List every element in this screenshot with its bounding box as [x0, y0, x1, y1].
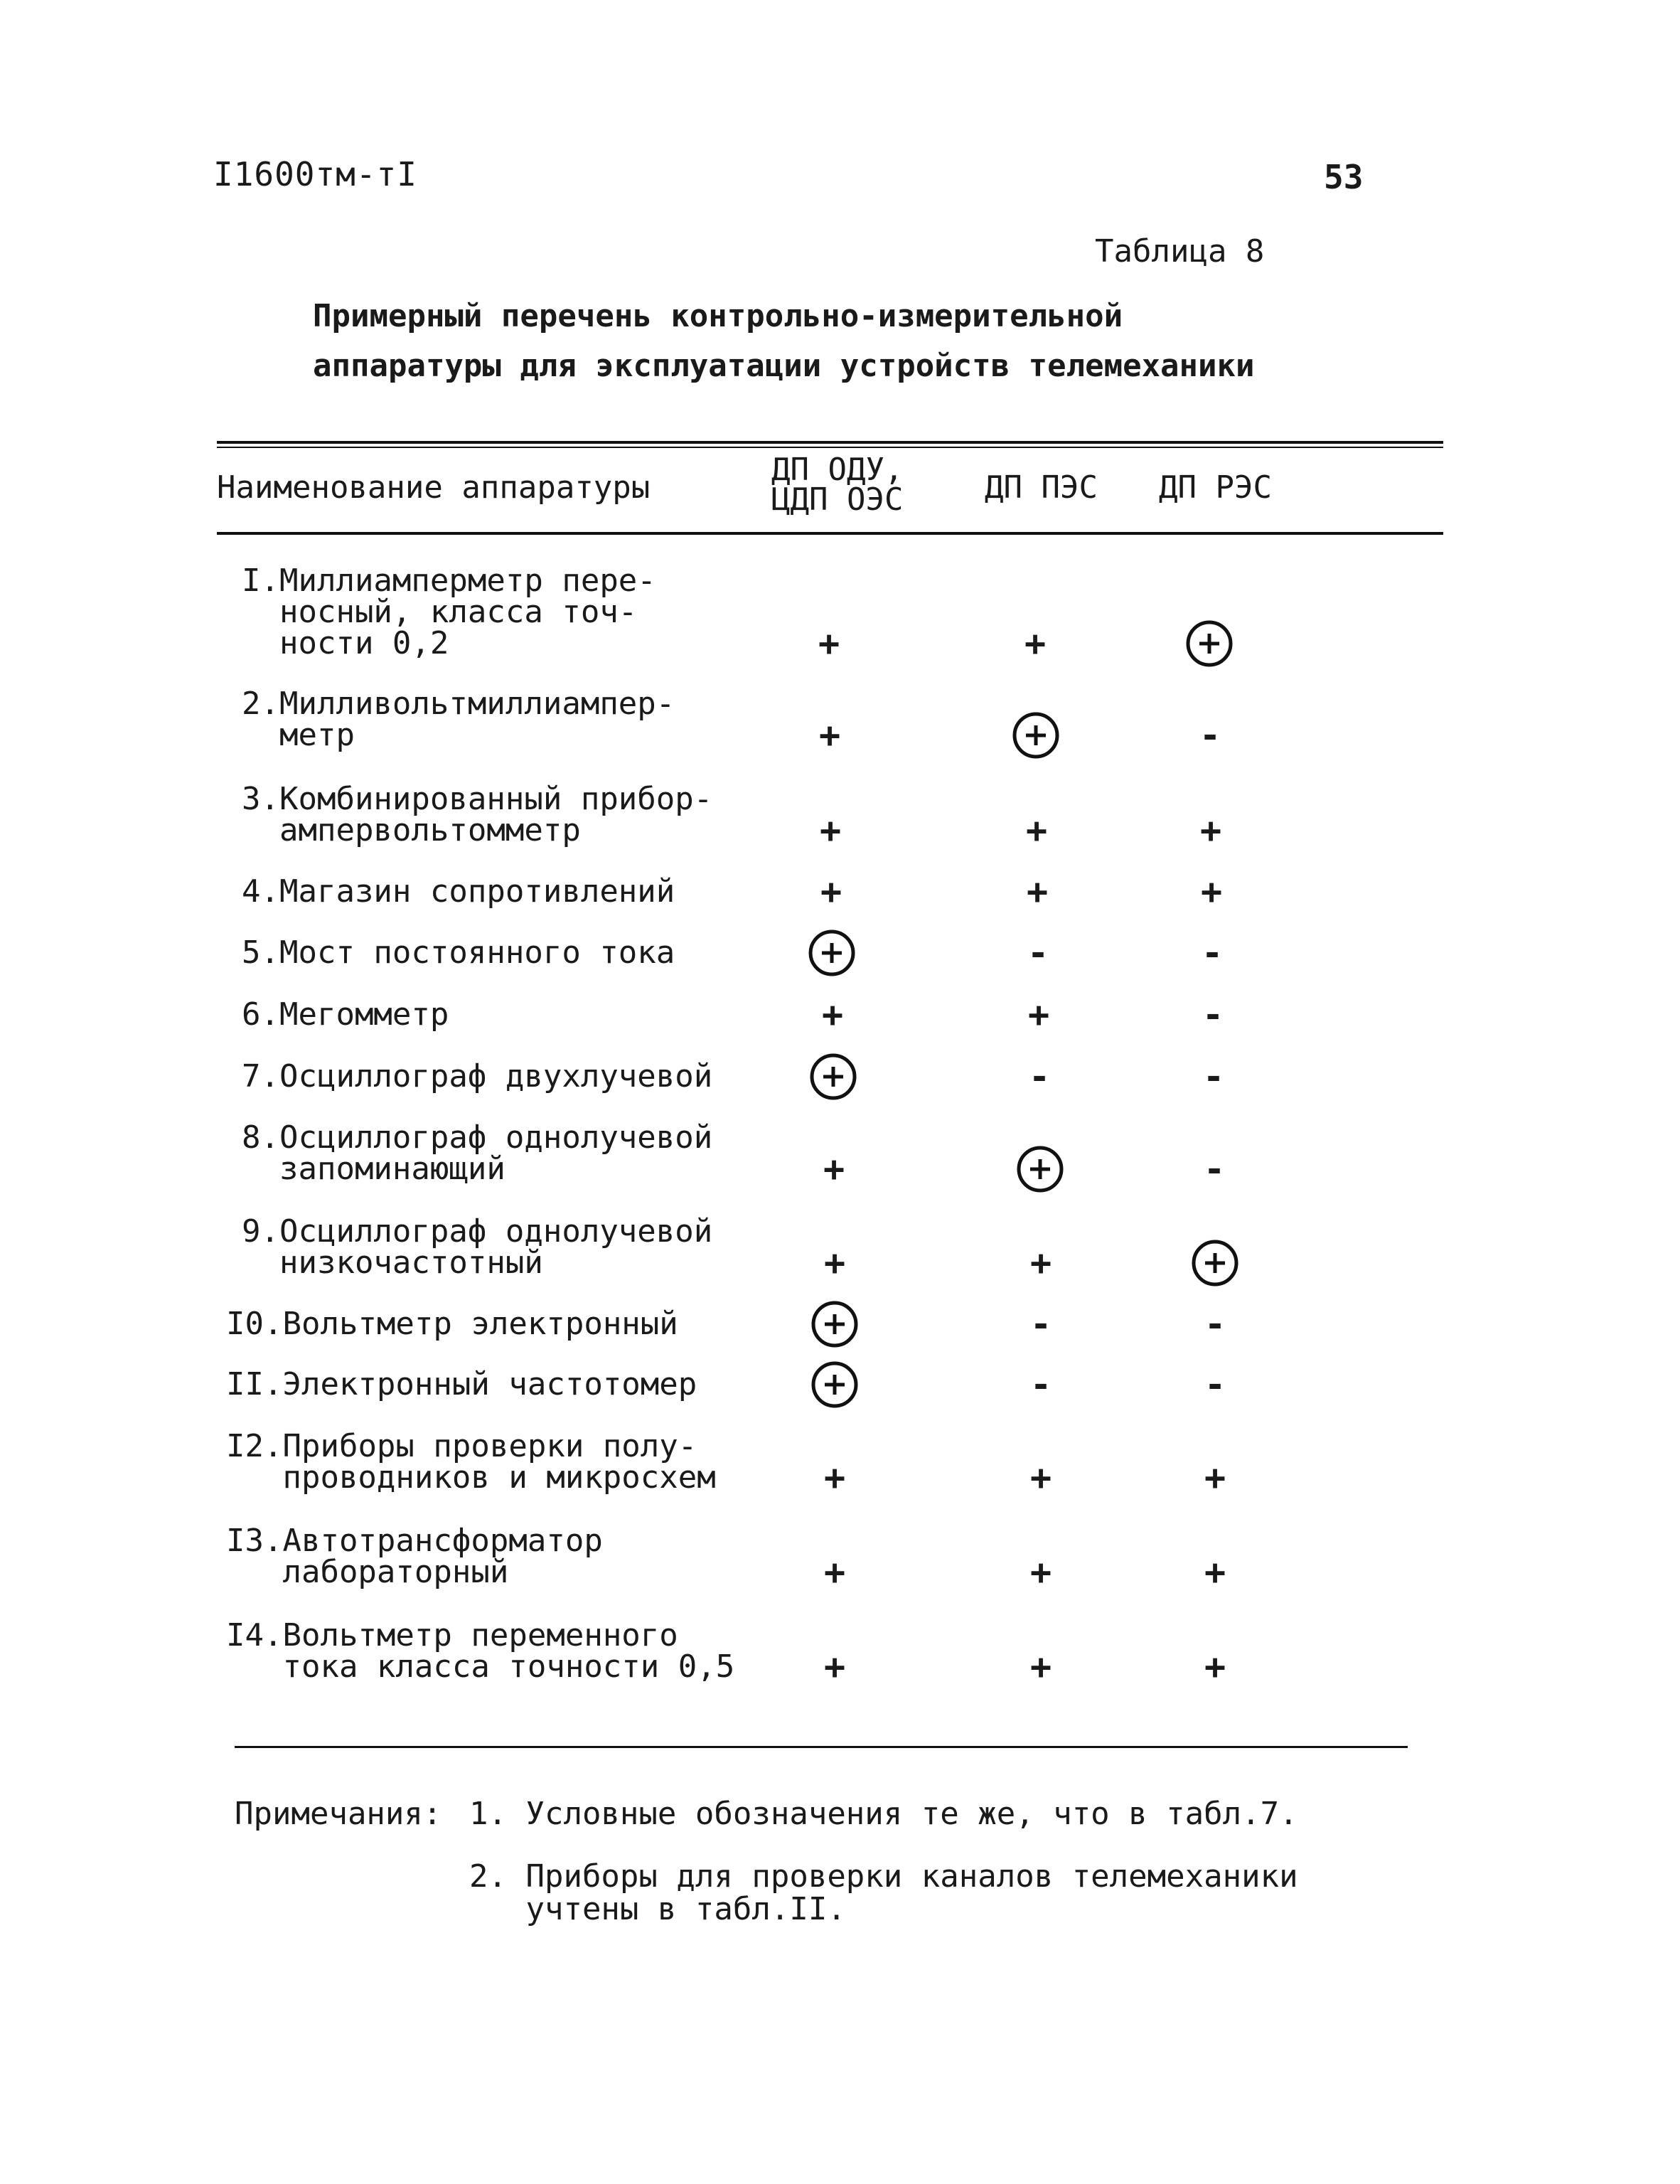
- plus-mark: +: [1204, 1646, 1226, 1688]
- plus-mark: +: [1204, 1457, 1226, 1498]
- notes-label: Примечания:: [235, 1796, 442, 1832]
- table-header-rule: [217, 532, 1443, 535]
- table-row: [226, 1617, 735, 1685]
- dash-mark: -: [1027, 932, 1049, 974]
- plus-mark: +: [1199, 810, 1222, 851]
- page-number: 53: [1324, 158, 1364, 196]
- table-row: [226, 1366, 697, 1402]
- plus-mark: +: [823, 1149, 845, 1190]
- table-row-number: 4.: [242, 873, 279, 910]
- table-row-name: Осциллограф однолучевой низкочастотный: [279, 1213, 713, 1281]
- document-code: I1600тм-тI: [213, 155, 417, 193]
- table-row: [242, 873, 675, 910]
- table-row: [242, 565, 656, 659]
- plus-mark: +: [1029, 1552, 1052, 1593]
- dash-mark: -: [1029, 1364, 1052, 1405]
- table-row-number: 8.: [242, 1119, 279, 1156]
- table-row-number: I4.: [226, 1617, 283, 1653]
- table-row-number: 6.: [242, 996, 279, 1033]
- table-row: [242, 934, 675, 971]
- plus-mark: +: [1025, 810, 1048, 851]
- table-row-number: 5.: [242, 934, 279, 971]
- column-header-dp-pes: ДП ПЭС: [985, 469, 1098, 506]
- table-label: Таблица 8: [1095, 233, 1265, 270]
- plus-mark: +: [1204, 1552, 1226, 1593]
- circled-plus-icon: [1015, 1144, 1066, 1195]
- table-row-number: 3.: [242, 781, 279, 817]
- circled-plus-icon: [809, 1299, 860, 1350]
- table-row: [242, 996, 449, 1033]
- table-row: [226, 1525, 603, 1588]
- table-row: [242, 1119, 713, 1187]
- plus-mark: +: [818, 623, 840, 664]
- plus-mark: +: [823, 1552, 846, 1593]
- table-row-number: 9.: [242, 1213, 279, 1250]
- note-2: 2. Приборы для проверки каналов телемеханики учтены в табл.II.: [469, 1858, 1298, 1927]
- dash-mark: -: [1202, 994, 1224, 1035]
- circled-plus-icon: [1010, 710, 1061, 761]
- table-row-number: I3.: [226, 1523, 283, 1559]
- table-row: [242, 688, 675, 751]
- plus-mark: +: [819, 810, 842, 851]
- table-bottom-rule: [235, 1746, 1408, 1748]
- dash-mark: -: [1028, 1056, 1051, 1097]
- circled-plus-icon: [806, 927, 857, 979]
- column-header-dp-odu-line1: ДП ОДУ,: [771, 452, 904, 488]
- circled-plus-icon: [808, 1051, 859, 1102]
- table-row-number: I.: [242, 563, 279, 599]
- title-line-2: аппаратуры для эксплуатации устройств телемеханики: [313, 348, 1255, 384]
- column-header-dp-odu-line2: ЦДП ОЭС: [771, 481, 904, 518]
- table-row: [242, 781, 713, 848]
- table-row-name: Осциллограф двухлучевой: [279, 1058, 713, 1094]
- table-row: [242, 1213, 713, 1281]
- plus-mark: +: [1024, 623, 1047, 664]
- title-line-1: Примерный перечень контрольно-измерительной: [313, 298, 1123, 334]
- dash-mark: -: [1201, 932, 1224, 974]
- table-row-name: Магазин сопротивлений: [279, 873, 675, 910]
- plus-mark: +: [823, 1242, 846, 1284]
- dash-mark: -: [1202, 1056, 1225, 1097]
- table-row: [242, 1058, 713, 1094]
- table-row-name: Приборы проверки полу- проводников и микросхем: [282, 1428, 716, 1496]
- plus-mark: +: [823, 1457, 846, 1498]
- plus-mark: +: [820, 871, 842, 912]
- plus-mark: +: [1029, 1646, 1052, 1688]
- table-row-name: Комбинированный прибор- ампервольтомметр: [279, 781, 713, 848]
- plus-mark: +: [1026, 871, 1049, 912]
- table-row-number: 7.: [242, 1058, 279, 1094]
- table-row-name: Автотрансформатор лабораторный: [282, 1523, 603, 1590]
- table-row-name: Милливольтмиллиампер- метр: [279, 686, 675, 753]
- plus-mark: +: [823, 1646, 846, 1688]
- dash-mark: -: [1029, 1304, 1052, 1345]
- dash-mark: -: [1199, 715, 1221, 756]
- circled-plus-icon: [1189, 1237, 1241, 1289]
- dash-mark: -: [1204, 1364, 1226, 1405]
- table-row-number: I0.: [226, 1306, 283, 1342]
- dash-mark: -: [1204, 1304, 1226, 1345]
- table-row: [226, 1306, 678, 1342]
- table-title: [313, 292, 1255, 391]
- table-row-number: I2.: [226, 1428, 283, 1464]
- column-header-dp-res: ДП РЭС: [1159, 469, 1272, 506]
- plus-mark: +: [821, 994, 844, 1035]
- table-row-name: Мегомметр: [279, 996, 449, 1033]
- circled-plus-icon: [1184, 618, 1235, 669]
- plus-mark: +: [1200, 871, 1223, 912]
- plus-mark: +: [1029, 1242, 1052, 1284]
- plus-mark: +: [1029, 1457, 1052, 1498]
- table-row-number: 2.: [242, 686, 279, 722]
- note-1: 1. Условные обозначения те же, что в табл.7.: [469, 1796, 1298, 1832]
- dash-mark: -: [1203, 1149, 1226, 1190]
- plus-mark: +: [1027, 994, 1050, 1035]
- plus-mark: +: [818, 715, 841, 756]
- table-row-name: Миллиамперметр пере- носный, класса точ- ности 0,2: [279, 563, 656, 661]
- table-top-rule: [217, 441, 1443, 444]
- table-row: [226, 1428, 716, 1496]
- table-row-name: Вольтметр электронный: [282, 1306, 678, 1342]
- table-row-number: II.: [226, 1366, 283, 1402]
- circled-plus-icon: [809, 1359, 860, 1410]
- table-row-name: Мост постоянного тока: [279, 934, 675, 971]
- table-row-name: Электронный частотомер: [282, 1366, 697, 1402]
- table-top-rule-2: [217, 447, 1443, 448]
- column-header-dp-odu: [771, 452, 904, 518]
- table-row-name: Осциллограф однолучевой запоминающий: [279, 1119, 713, 1187]
- column-header-name: Наименование аппаратуры: [217, 469, 651, 506]
- table-row-name: Вольтметр переменного тока класса точности 0,5: [282, 1617, 735, 1685]
